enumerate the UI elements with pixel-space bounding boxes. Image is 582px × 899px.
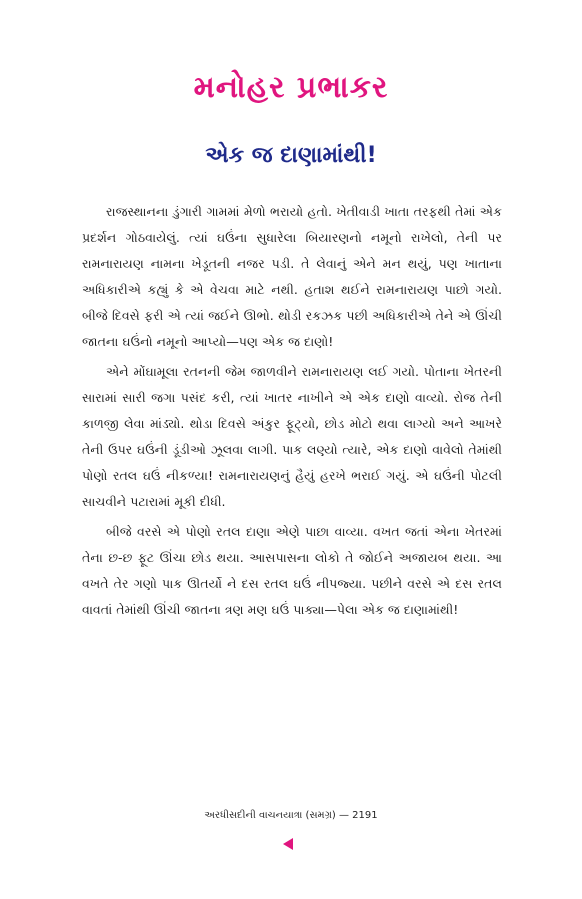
page-footer: અરધીસદીની વાચનયાત્રા (સમગ્ર) — 2191	[204, 810, 378, 821]
paragraph: રાજસ્થાનના ડુંગારી ગામમાં મેળો ભરાયો હતો. ખેતીવાડી ખાતા તરફથી તેમાં એક પ્રદર્શન ગોઠવાયેલું. ત્યાં ઘઉંના સુધારેલા બિયારણનો નમૂનો રાખેલો, તેની પર રામનારાયણ નામના ખેડૂતની નજર પડી. તે લેવાનું એને મન થયું, પણ ખાતાના અધિકારીએ કહ્યું કે એ વેચવા માટે નથી. હતાશ થઈને રામનારાયણ પાછો ગયો. બીજે દિવસે ફરી એ ત્યાં જઈને ઊભો. થોડી રકઝક પછી અધિકારીએ તેને એ ઊંચી જાતના ઘઉંનો નમૂનો આપ્યો—પણ એક જ દાણો!	[82, 204, 502, 349]
left-triangle-icon	[283, 838, 293, 850]
article-body	[82, 199, 502, 627]
article-title: એક જ દાણામાંથી!	[205, 143, 377, 168]
paragraph: એને મોંઘામૂલા રતનની જેમ જાળવીને રામનારાયણ લઈ ગયો. પોતાના ખેતરની સારામાં સારી જગા પસંદ કરી, ત્યાં ખાતર નાખીને એ એક દાણો વાવ્યો. રોજ તેની કાળજી લેવા માંડ્યો. થોડા દિવસે અંકુર ફૂટ્યો, છોડ મોટો થવા લાગ્યો અને આખરે તેની ઉપર ઘઉંની ડૂંડીઓ ઝૂલવા લાગી. પાક લણ્યો ત્યારે, એક દાણો વાવેલો તેમાંથી પોણો રતલ ઘઉં નીકળ્યા! રામનારાયણનું હૈયું હરખે ભરાઈ ગયું. એ ઘઉંની પોટલી સાચવીને પટારામાં મૂકી દીધી.	[82, 364, 502, 509]
paragraph: બીજે વરસે એ પોણો રતલ દાણા એણે પાછા વાવ્યા. વખત જતાં એના ખેતરમાં તેના છ-છ ફૂટ ઊંચા છોડ થયા. આસપાસના લોકો તે જોઈને અજાયબ થયા. આ વખતે તેર ગણો પાક ઊતર્યો ને દસ રતલ ઘઉં નીપજ્યા. પછીને વરસે એ દસ રતલ વાવતાં તેમાંથી ઊંચી જાતના ત્રણ મણ ઘઉં પાક્યા—પેલા એક જ દાણામાંથી!	[82, 524, 502, 617]
author-name: મનોહર પ્રભાકર	[193, 70, 389, 105]
